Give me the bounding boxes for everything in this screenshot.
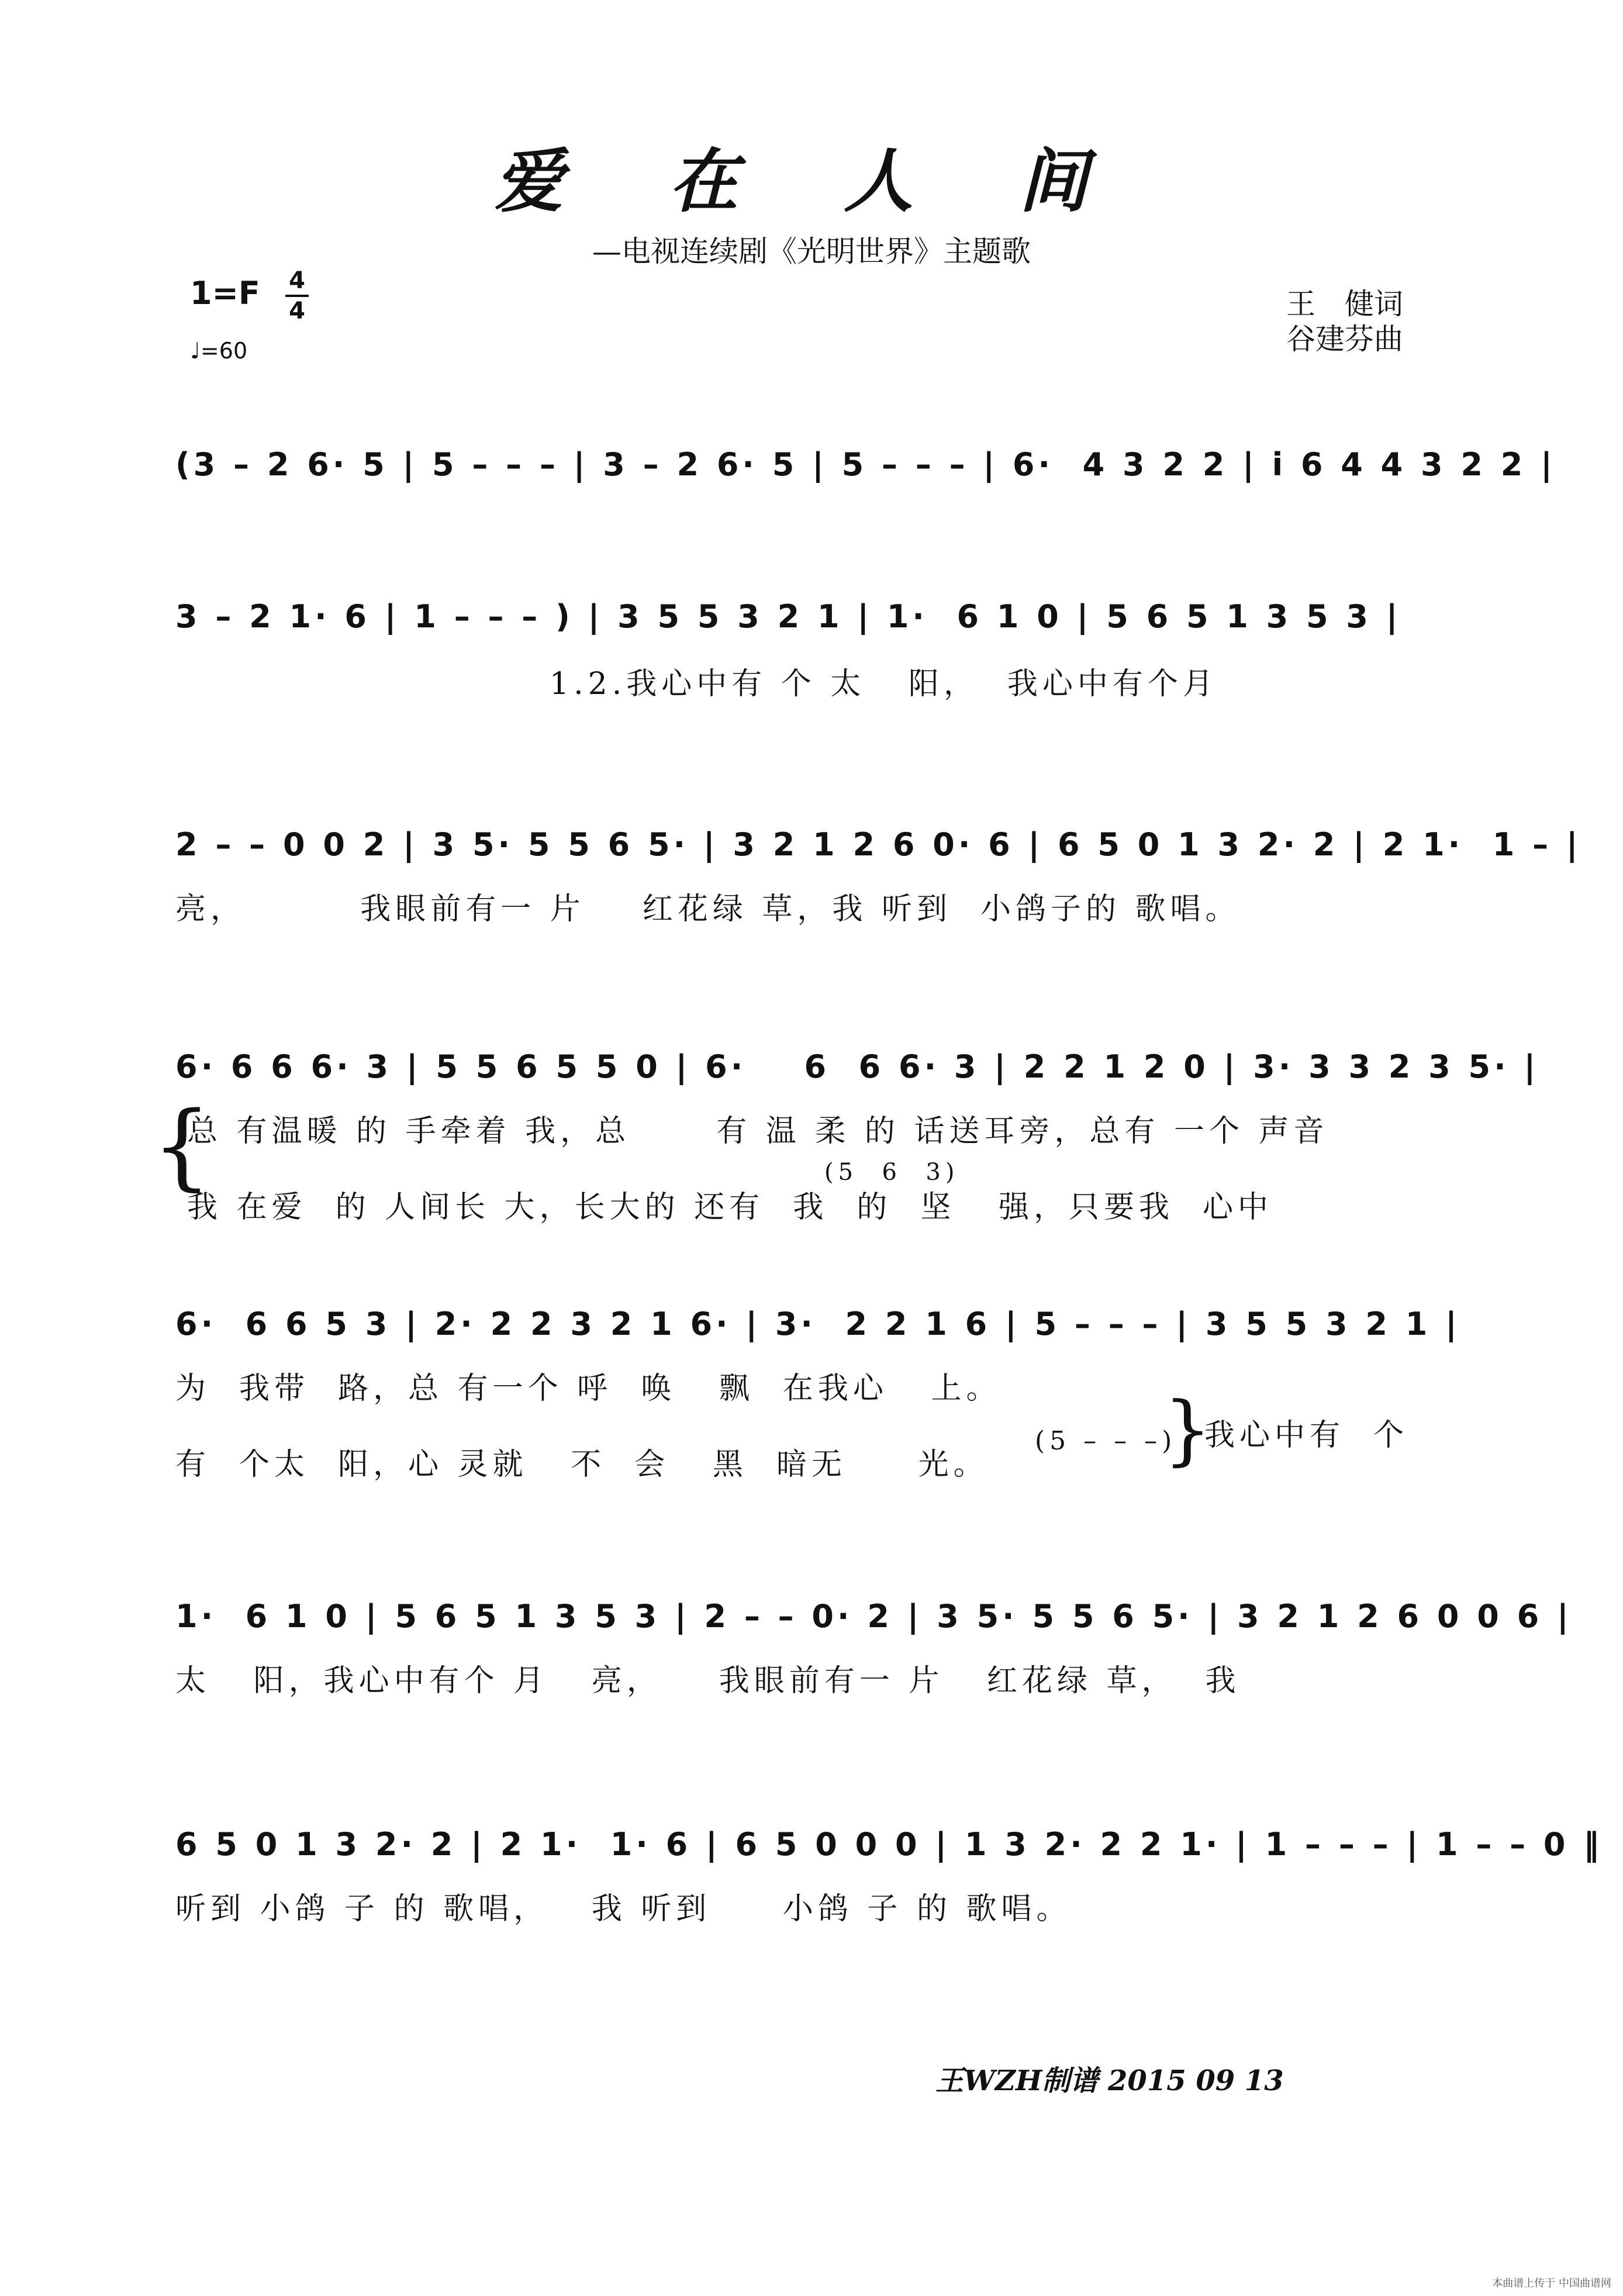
lyric-line-verse1: 为 我带 路，总 有一个 呼 唤 飘 在我心 上。 xyxy=(175,1371,1002,1406)
composer-credit: 谷建芬曲 xyxy=(1286,322,1403,356)
lyric-line-verse1: 总 有温暖 的 手牵着 我，总 有 温 柔 的 话送耳旁，总有 一个 声音 xyxy=(187,1114,1329,1149)
verse-brace-icon: { xyxy=(152,1091,212,1200)
verse-brace-icon: } xyxy=(1163,1385,1212,1474)
lyric-line: 听到 小鸽 子 的 歌唱， 我 听到 小鸽 子 的 歌唱。 xyxy=(175,1891,1072,1926)
notation-line: 6· 6 6 6· 3 | 5 5 6 5 5 0 | 6· 6 6 6· 3 | 2 2 1 2 0 | 3· 3 3 2 3 5· | xyxy=(175,1048,1539,1085)
lyric-line-verse2: 我 在爱 的 人间长 大，长大的 还有 我 的 坚 强，只要我 心中 xyxy=(187,1190,1273,1225)
tempo-marking: ♩=60 xyxy=(190,338,248,364)
notation-line: 1· 6 1 0 | 5 6 5 1 3 5 3 | 2 – – 0· 2 | 3 5· 5 5 6 5· | 3 2 1 2 6 0 0 6 | xyxy=(175,1598,1572,1635)
page-title: 爱 在 人 间 xyxy=(494,140,1129,222)
notation-line: 6· 6 6 5 3 | 2· 2 2 3 2 1 6· | 3· 2 2 1 6 | 5 – – – | 3 5 5 3 2 1 | xyxy=(175,1306,1460,1342)
lyricist-credit: 王 健词 xyxy=(1286,287,1403,321)
notation-line: 2 – – 0 0 2 | 3 5· 5 5 6 5· | 3 2 1 2 6 0· 6 | 6 5 0 1 3 2· 2 | 2 1· 1 – | xyxy=(175,826,1581,863)
lyric-alt-notes: (5 6 3) xyxy=(824,1159,959,1186)
lyric-line: 太 阳，我心中有个 月 亮， 我眼前有一 片 红花绿 草， 我 xyxy=(175,1663,1241,1698)
lyric-line: 1.2.我心中有 个 太 阳， 我心中有个月 xyxy=(550,667,1218,702)
meter-top: 4 xyxy=(289,267,305,294)
transcriber-credit: 王WZH制谱 2015 09 13 xyxy=(935,2064,1284,2097)
lyric-line-verse2: 有 个太 阳，心 灵就 不 会 黑 暗无 光。 xyxy=(175,1447,989,1482)
notation-line: 3 – 2 1· 6 | 1 – – – ) | 3 5 5 3 2 1 | 1· 6 1 0 | 5 6 5 1 3 5 3 | xyxy=(175,598,1401,635)
lyric-line: 亮， 我眼前有一 片 红花绿 草，我 听到 小鸽子的 歌唱。 xyxy=(175,892,1241,927)
notation-line: (3 – 2 6· 5 | 5 – – – | 3 – 2 6· 5 | 5 – – – | 6· 4 3 2 2 | i 6 4 4 3 2 2 | xyxy=(175,446,1556,483)
lyric-line-coda: 我心中有 个 xyxy=(1204,1418,1409,1453)
meter-line xyxy=(285,295,309,297)
meter-bottom: 4 xyxy=(289,298,305,324)
subtitle: —电视连续剧《光明世界》主题歌 xyxy=(592,234,1031,268)
key-signature: 1=F xyxy=(190,275,260,312)
lyric-alt-notes: (5 – – –) xyxy=(1035,1426,1177,1456)
notation-line: 6 5 0 1 3 2· 2 | 2 1· 1· 6 | 6 5 0 0 0 | 1 3 2· 2 2 1· | 1 – – – | 1 – – 0 ‖ xyxy=(175,1826,1603,1863)
time-signature xyxy=(285,268,309,324)
site-watermark: 本曲谱上传于 中国曲谱网 xyxy=(1492,2277,1611,2290)
